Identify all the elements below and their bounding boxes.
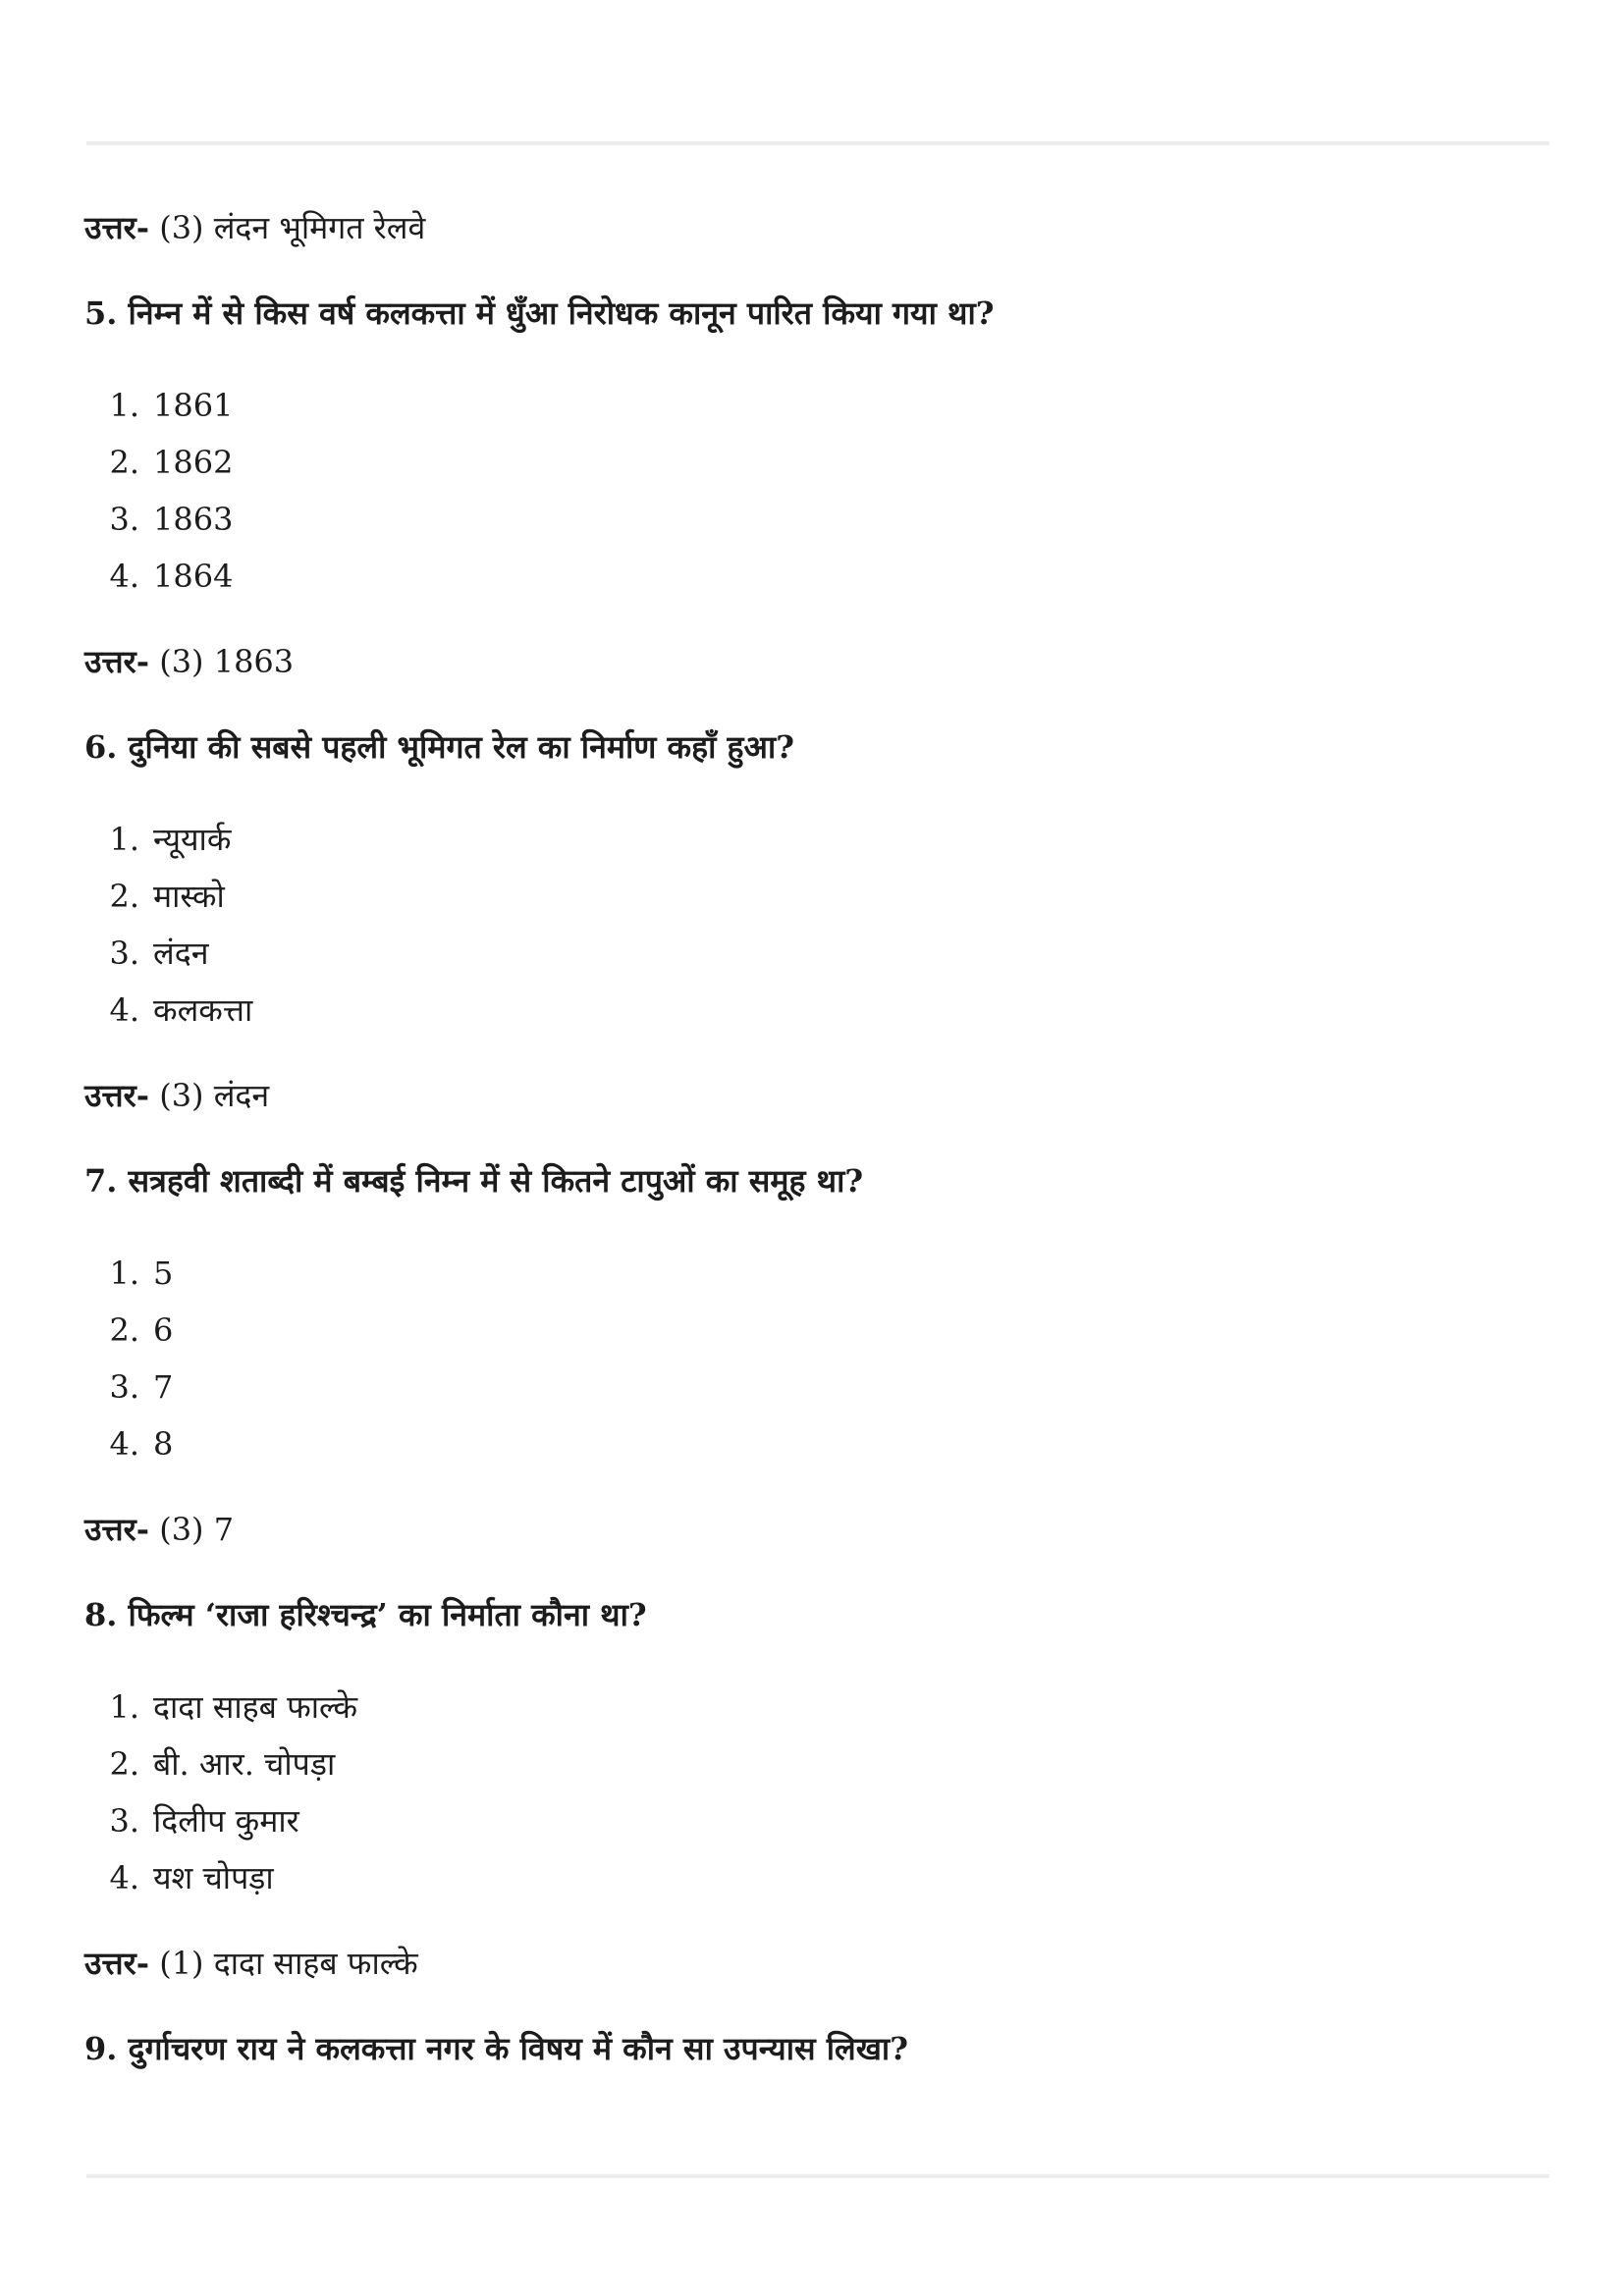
option [84, 1245, 1538, 1302]
answer-6 [84, 1074, 1538, 1117]
answer-label: उत्तर- [84, 1077, 150, 1114]
option [84, 868, 1538, 925]
option-number: 3. [109, 1802, 139, 1840]
option-number: 1. [109, 1255, 139, 1292]
option [84, 982, 1538, 1039]
option [84, 1735, 1538, 1792]
option-text: यश चोपड़ा [153, 1859, 274, 1896]
option-text: लंदन [153, 934, 209, 972]
option [84, 548, 1538, 605]
option-text: 1864 [153, 558, 234, 595]
option-text: कलकत्ता [153, 991, 253, 1029]
option-number: 1. [109, 1688, 139, 1726]
options-list-8 [84, 1679, 1538, 1906]
option-text: दादा साहब फाल्के [153, 1688, 358, 1726]
option-number: 3. [109, 1368, 139, 1406]
option [84, 1792, 1538, 1849]
option-text: मास्को [153, 878, 225, 915]
option [84, 1302, 1538, 1359]
option-text: दिलीप कुमार [153, 1802, 299, 1840]
option [84, 491, 1538, 548]
option-text: 8 [153, 1425, 174, 1463]
answer-label: उत्तर- [84, 643, 150, 680]
answer-5 [84, 640, 1538, 683]
option-number: 3. [109, 501, 139, 538]
header-divider [86, 141, 1549, 145]
option-number: 2. [109, 878, 139, 915]
question-9: 9. दुर्गाचरण राय ने कलकत्ता नगर के विषय में कौन सा उपन्यास लिखा? [84, 2030, 908, 2067]
answer-text: (3) लंदन भूमिगत रेलवे [159, 209, 426, 246]
page-content [84, 206, 1538, 2071]
option [84, 811, 1538, 868]
option-text: 6 [153, 1311, 174, 1349]
option-number: 4. [109, 558, 139, 595]
option-number: 1. [109, 821, 139, 858]
option-text: 1863 [153, 501, 234, 538]
option [84, 1849, 1538, 1906]
option [84, 1415, 1538, 1472]
options-list-6 [84, 811, 1538, 1039]
options-list-7 [84, 1245, 1538, 1472]
answer-text: (3) लंदन [159, 1077, 270, 1114]
answer-7 [84, 1508, 1538, 1551]
option [84, 925, 1538, 982]
option-text: बी. आर. चोपड़ा [153, 1745, 336, 1783]
answer-label: उत्तर- [84, 209, 150, 246]
option [84, 1679, 1538, 1735]
footer-divider [86, 2174, 1549, 2178]
question-8: 8. फिल्म ‘राजा हरिश्चन्द्र’ का निर्माता कौना था? [84, 1596, 647, 1633]
answer-4 [84, 206, 1538, 249]
option-number: 4. [109, 991, 139, 1029]
option-text: 5 [153, 1255, 174, 1292]
option [84, 377, 1538, 434]
option-number: 4. [109, 1859, 139, 1896]
option [84, 434, 1538, 491]
option-number: 2. [109, 1311, 139, 1349]
option-number: 3. [109, 934, 139, 972]
option [84, 1359, 1538, 1415]
answer-text: (3) 1863 [159, 643, 295, 680]
option-number: 1. [109, 387, 139, 424]
option-number: 2. [109, 1745, 139, 1783]
answer-8 [84, 1942, 1538, 1985]
question-5: 5. निम्न में से किस वर्ष कलकत्ता में धुँआ निरोधक कानून पारित किया गया था? [84, 294, 995, 332]
answer-label: उत्तर- [84, 1945, 150, 1982]
answer-text: (1) दादा साहब फाल्के [159, 1945, 418, 1982]
answer-label: उत्तर- [84, 1511, 150, 1548]
options-list-5 [84, 377, 1538, 605]
question-7: 7. सत्रहवी शताब्दी में बम्बई निम्न में से कितने टापुओं का समूह था? [84, 1162, 864, 1200]
answer-text: (3) 7 [159, 1511, 235, 1548]
option-text: 7 [153, 1368, 174, 1406]
option-number: 4. [109, 1425, 139, 1463]
question-6: 6. दुनिया की सबसे पहली भूमिगत रेल का निर्माण कहाँ हुआ? [84, 728, 794, 766]
option-text: न्यूयार्क [153, 821, 232, 858]
option-number: 2. [109, 444, 139, 481]
option-text: 1861 [153, 387, 234, 424]
option-text: 1862 [153, 444, 234, 481]
